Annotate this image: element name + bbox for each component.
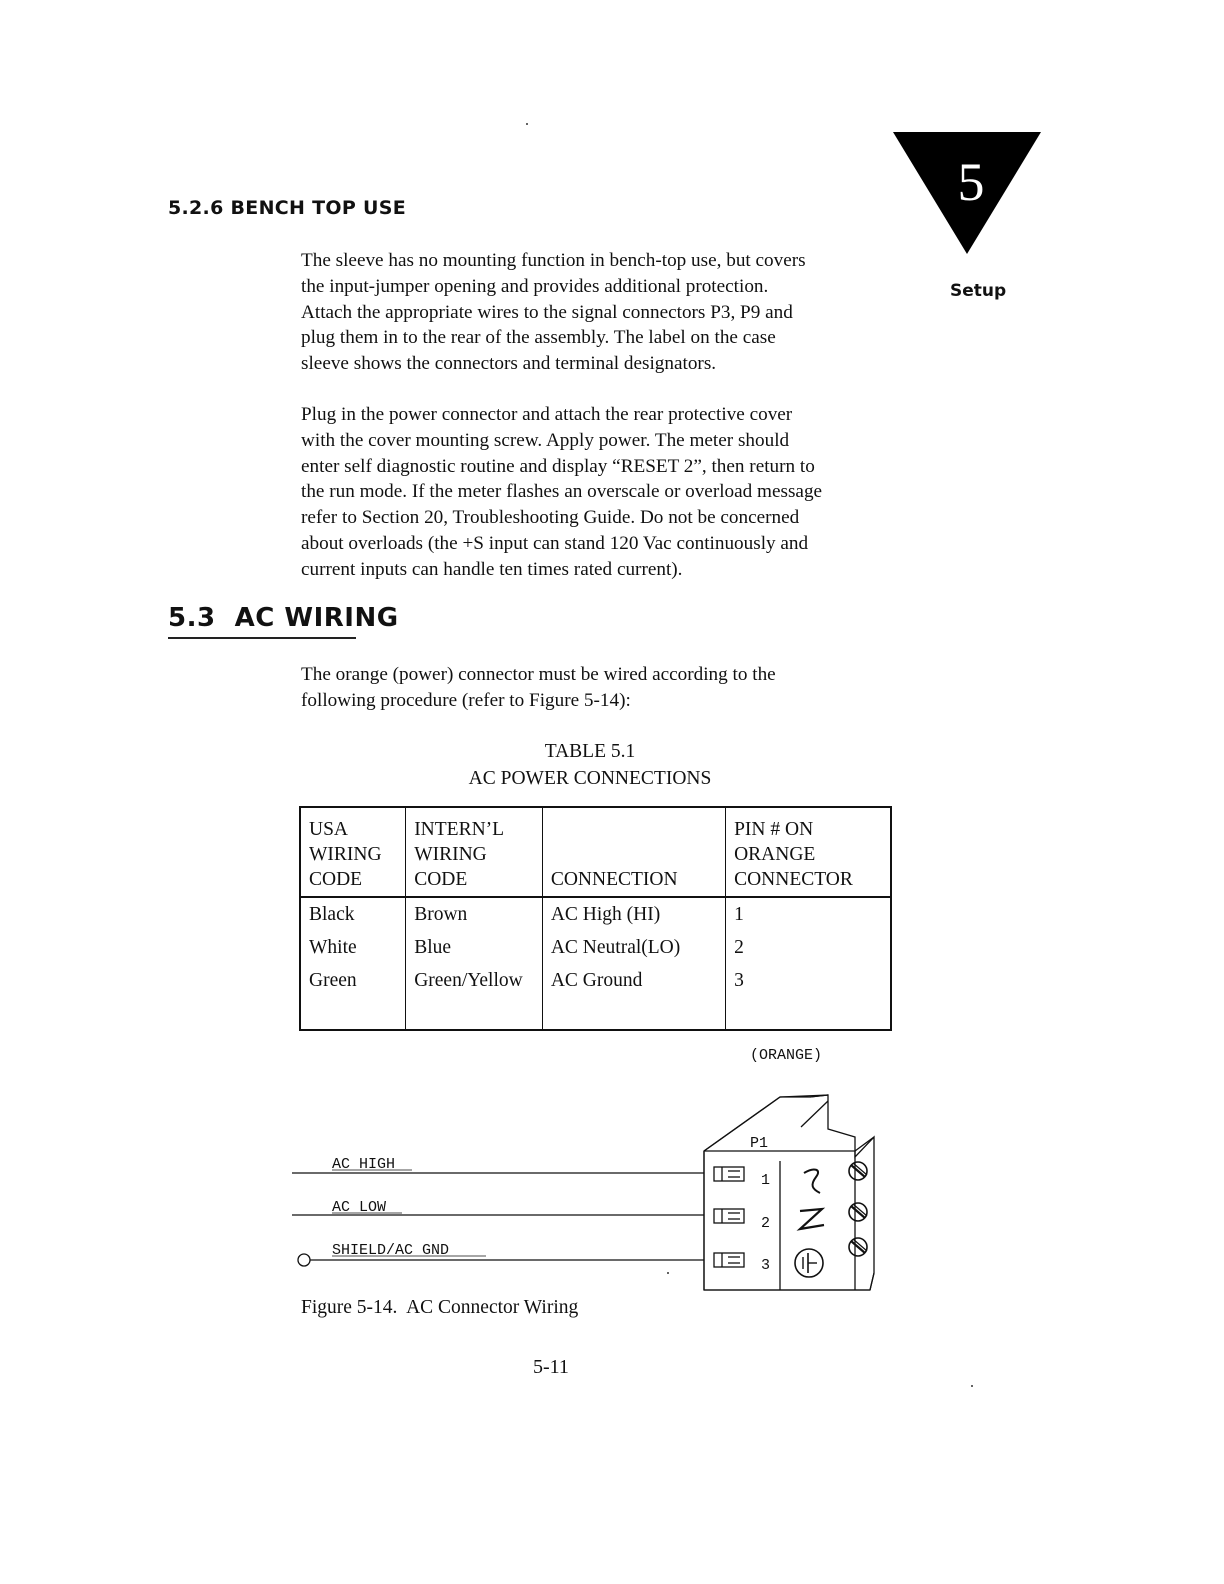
text-line: The sleeve has no mounting function in bench-top use, but covers — [301, 250, 806, 271]
shield-ground-terminal — [298, 1254, 310, 1266]
table-cell: AC Ground — [542, 964, 725, 997]
table-header-row — [300, 807, 891, 897]
pin-number-2: 2 — [761, 1215, 771, 1232]
page-number: 5-11 — [533, 1356, 569, 1378]
table-title: TABLE 5.1 — [544, 741, 636, 762]
section-heading-bench-top-use: 5.2.6 BENCH TOP USE — [168, 197, 406, 219]
table-cell: White — [300, 931, 406, 964]
ac-connector-wiring-diagram — [280, 1085, 900, 1300]
table-cell: AC Neutral(LO) — [542, 931, 725, 964]
pin-number-3: 3 — [761, 1257, 771, 1274]
section-heading-ac-wiring: 5.3 AC WIRING — [168, 603, 399, 633]
text-line: with the cover mounting screw. Apply power. The meter should — [301, 429, 790, 451]
table-cell: 3 — [726, 964, 891, 997]
connector-label-p1: P1 — [750, 1135, 769, 1152]
text-line: following procedure (refer to Figure 5-14): — [301, 689, 631, 711]
ac-power-connections-table — [299, 806, 892, 1031]
wire-label-ac-low: AC LOW — [332, 1199, 387, 1216]
table-cell: AC High (HI) — [542, 897, 725, 931]
pin-number-1: 1 — [761, 1172, 771, 1189]
table-cell: Green — [300, 964, 406, 997]
text-line: the run mode. If the meter flashes an overscale or overload message — [301, 481, 823, 503]
p1-connector — [704, 1095, 874, 1290]
connector-color-label: (ORANGE) — [750, 1047, 823, 1064]
scan-speck — [526, 123, 528, 125]
table-cell: Blue — [406, 931, 543, 964]
chapter-label: Setup — [950, 281, 1007, 301]
text-line: current inputs can handle ten times rated current). — [301, 558, 683, 580]
table-cell: Brown — [406, 897, 543, 931]
header-intl-wiring-code: INTERN’L WIRING CODE — [406, 807, 543, 897]
header-connection: CONNECTION — [542, 807, 725, 897]
scan-speck — [667, 1272, 669, 1274]
text-line: The orange (power) connector must be wired according to the — [301, 664, 776, 685]
text-line: Attach the appropriate wires to the signal connectors P3, P9 and — [301, 301, 793, 323]
text-line: sleeve shows the connectors and terminal designators. — [301, 353, 717, 375]
header-usa-wiring-code: USA WIRING CODE — [300, 807, 406, 897]
header-pin-number: PIN # ON ORANGE CONNECTOR — [726, 807, 891, 897]
text-line: Plug in the power connector and attach the rear protective cover — [301, 404, 793, 425]
table-caption — [420, 738, 760, 792]
table-row — [300, 897, 891, 931]
paragraph-power-up — [301, 402, 891, 583]
text-line: enter self diagnostic routine and display “RESET 2”, then return to — [301, 455, 815, 477]
text-line: about overloads (the +S input can stand 120 Vac continuously and — [301, 532, 809, 554]
table-subtitle: AC POWER CONNECTIONS — [468, 768, 712, 789]
chapter-tab-triangle — [893, 132, 1041, 254]
paragraph-bench-top — [301, 248, 891, 377]
table-cell: Black — [300, 897, 406, 931]
table-cell: Green/Yellow — [406, 964, 543, 997]
table-row — [300, 931, 891, 964]
wire-label-shield: SHIELD/AC GND — [332, 1242, 450, 1259]
scan-speck — [971, 1385, 973, 1387]
text-line: plug them in to the rear of the assembly. The label on the case — [301, 327, 776, 349]
wire-label-ac-high: AC HIGH — [332, 1156, 396, 1173]
figure-caption: Figure 5-14. AC Connector Wiring — [301, 1297, 579, 1318]
chapter-number: 5 — [957, 152, 985, 212]
text-line: refer to Section 20, Troubleshooting Guide. Do not be concerned — [301, 507, 800, 529]
text-line: the input-jumper opening and provides additional protection. — [301, 275, 769, 297]
table-spacer-row — [300, 997, 891, 1030]
table-cell: 1 — [726, 897, 891, 931]
heading-underline — [168, 637, 356, 639]
table-row — [300, 964, 891, 997]
paragraph-orange-connector — [301, 662, 891, 714]
table-cell: 2 — [726, 931, 891, 964]
